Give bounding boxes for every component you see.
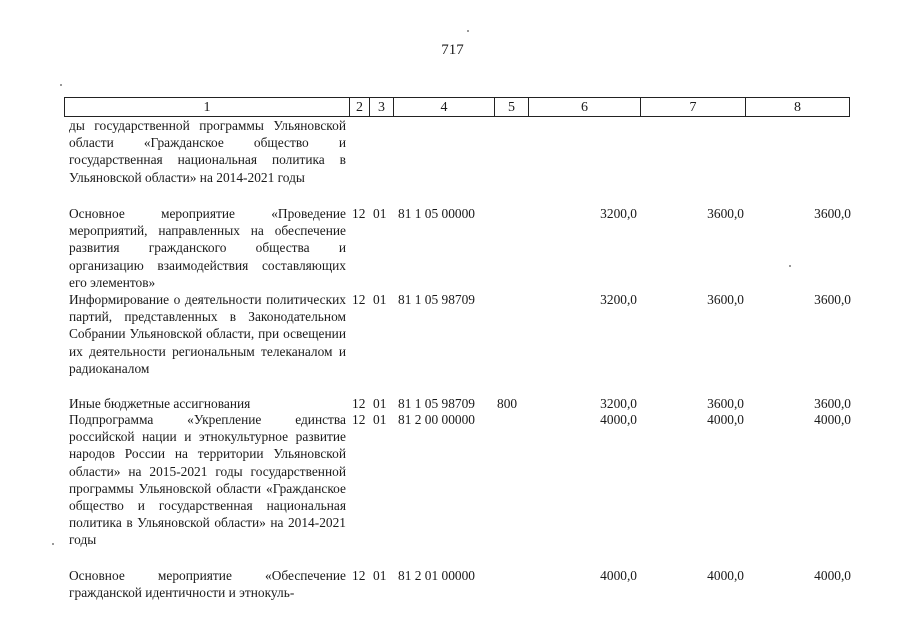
header-col-7: 7 (640, 98, 745, 116)
row-amount-col6: 4000,0 (600, 568, 637, 583)
row-section: 12 (352, 396, 366, 411)
row-amount-col8: 4000,0 (814, 568, 851, 583)
row-amount-col7: 3600,0 (707, 396, 744, 411)
row-amount-col7: 3600,0 (707, 206, 744, 221)
row-description: Иные бюджетные ассигнования (69, 396, 251, 411)
row-target-code: 81 1 05 00000 (398, 206, 475, 221)
row-section: 12 (352, 568, 366, 583)
row-target-code: 81 2 01 00000 (398, 568, 475, 583)
row-amount-col8: 3600,0 (814, 292, 851, 307)
header-col-6: 6 (528, 98, 640, 116)
row-section: 12 (352, 206, 366, 221)
header-col-3: 3 (369, 98, 393, 116)
row-target-code: 81 2 00 00000 (398, 412, 475, 427)
row-amount-col6: 4000,0 (600, 412, 637, 427)
table-header (64, 97, 850, 117)
header-col-5: 5 (494, 98, 528, 116)
row-description: Подпрограмма «Укрепление единства российской нации и этнокультурное развитие народов России на территории Ульяновской области» на 2015-2021 годы государственной программы Ульяновской области «Гражданское общество и государственная национальная политика в Ульяновской области» на 2014-2021 годы (69, 412, 346, 548)
row-subsection: 01 (373, 568, 387, 583)
scan-speck (60, 84, 62, 86)
row-description: Основное мероприятие «Обеспечение гражданской идентичности и этнокуль- (69, 568, 346, 601)
row-amount-col7: 4000,0 (707, 568, 744, 583)
row-amount-col6: 3200,0 (600, 396, 637, 411)
row-amount-col8: 3600,0 (814, 206, 851, 221)
row-target-code: 81 1 05 98709 (398, 292, 475, 307)
row-amount-col8: 3600,0 (814, 396, 851, 411)
scan-speck (52, 543, 54, 545)
page-number: 717 (441, 42, 464, 58)
row-expense-type: 800 (497, 396, 518, 411)
row-description: Основное мероприятие «Проведение мероприятий, направленных на обеспечение развития гражданского общества и организацию взаимодействия составляющих его элементов» (69, 206, 346, 290)
header-col-1: 1 (203, 100, 211, 115)
row-subsection: 01 (373, 292, 387, 307)
row-description: Информирование о деятельности политических партий, представленных в Законодательном Собрании Ульяновской области, при освещении их деятельности региональным телеканалом и радиоканалом (69, 292, 346, 376)
row-target-code: 81 1 05 98709 (398, 396, 475, 411)
row-amount-col6: 3200,0 (600, 206, 637, 221)
scan-speck (467, 30, 469, 32)
row-amount-col8: 4000,0 (814, 412, 851, 427)
row-section: 12 (352, 292, 366, 307)
row-subsection: 01 (373, 412, 387, 427)
header-col-8: 8 (745, 98, 849, 116)
header-col-2: 2 (349, 98, 369, 116)
row-description: ды государственной программы Ульяновской области «Гражданское общество и государственная национальная политика в Ульяновской области» на 2014-2021 годы (69, 118, 346, 185)
scan-speck (789, 265, 791, 267)
row-amount-col7: 3600,0 (707, 292, 744, 307)
header-col-4: 4 (393, 98, 494, 116)
row-subsection: 01 (373, 396, 387, 411)
row-subsection: 01 (373, 206, 387, 221)
row-amount-col7: 4000,0 (707, 412, 744, 427)
row-section: 12 (352, 412, 366, 427)
row-amount-col6: 3200,0 (600, 292, 637, 307)
